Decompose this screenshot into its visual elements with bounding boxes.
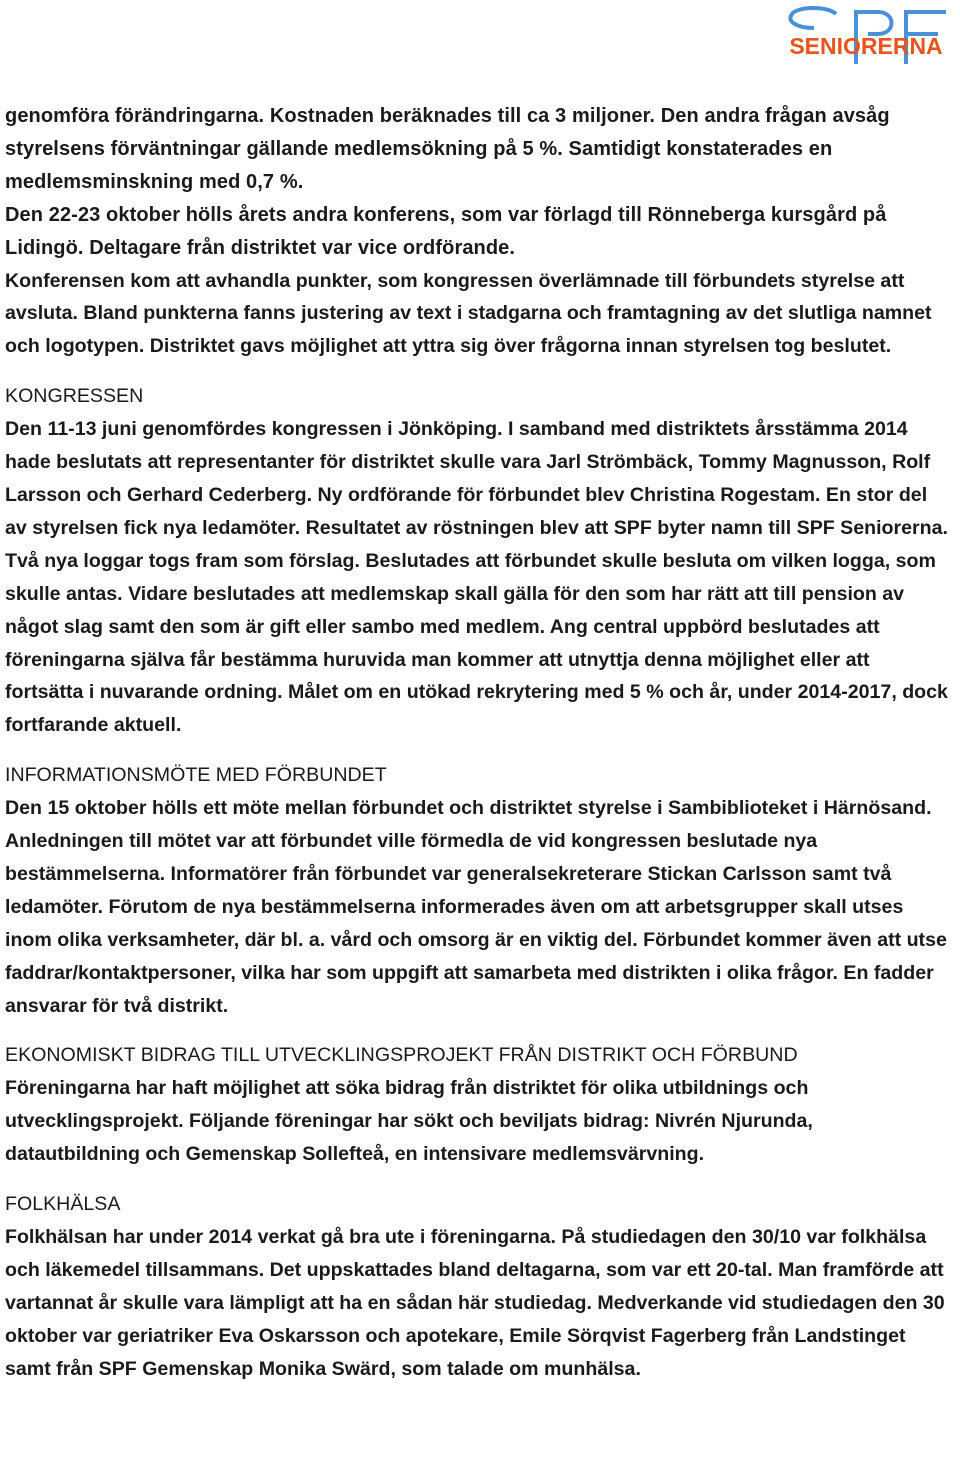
intro-paragraph-1: genomföra förändringarna. Kostnaden beräknades till ca 3 miljoner. Den andra frågan avsåg styrelsens förväntningar gällande medlemsökning på 5 %. Samtidigt konstaterades en medlemsminskning med 0,7 %. [5,105,890,193]
spf-seniorerna-logo [778,4,954,76]
section-heading-kongressen: KONGRESSEN [5,385,144,408]
intro-paragraph-3: Konferensen kom att avhandla punkter, som kongressen överlämnade till förbundets styrelse att avsluta. Bland punkterna fanns justering av text i stadgarna och framtagning av det slutliga namnet och logotypen. Distriktet gavs möjlighet att yttra sig över frågorna innan styrelsen tog beslutet. [5,269,932,358]
section-body-folkhalsa: Folkhälsan har under 2014 verkat gå bra ute i föreningarna. På studiedagen den 30/10 var folkhälsa och läkemedel tillsammans. Det uppskattades bland deltagarna, som var ett 20-tal. Man framförde att vartannat år skulle vara lämpligt att ha en sådan här studiedag. Medverkande vid studiedagen den 30 oktober var geriatriker Eva Oskarsson och apotekare, Emile Sörqvist Fagerberg från Landstinget samt från SPF Gemenskap Monika Swärd, som talade om munhälsa. [5,1226,945,1380]
section-body-informationsmote: Den 15 oktober hölls ett möte mellan förbundet och distriktet styrelse i Sambiblioteket i Härnösand. Anledningen till mötet var att förbundet ville förmedla de vid kongressen beslutade nya bestämmelserna. Informatörer från förbundet var generalsekreterare Stickan Carlsson samt två ledamöter. Förutom de nya bestämmelserna informerades även om att arbetsgrupper skall utses inom olika verksamheter, där bl. a. vård och omsorg är en viktig del. Förbundet kommer även att utse faddrar/kontaktpersoner, vilka har som uppgift att samarbeta med distrikten i olika frågor. En fadder ansvarar för två distrikt. [5,797,947,1017]
intro-paragraph-2: Den 22-23 oktober hölls årets andra konferens, som var förlagd till Rönneberga kursgård på Lidingö. Deltagare från distriktet var vice ordförande. [5,203,887,259]
section-body-ekonomiskt-bidrag: Föreningarna har haft möjlighet att söka bidrag från distriktet för olika utbildnings och utvecklingsprojekt. Följande föreningar har sökt och beviljats bidrag: Nivrén Njurunda, datautbildning och Gemenskap Sollefteå, en intensivare medlemsvärvning. [5,1077,813,1166]
section-heading-ekonomiskt-bidrag: EKONOMISKT BIDRAG TILL UTVECKLINGSPROJEKT FRÅN DISTRIKT OCH FÖRBUND [5,1044,798,1067]
spf-logo-mark [778,4,954,76]
document-body [5,100,950,1386]
section-body-kongressen: Den 11-13 juni genomfördes kongressen i Jönköping. I samband med distriktets årsstämma 2014 hade beslutats att representanter för distriktet skulle vara Jarl Strömbäck, Tommy Magnusson, Rolf Larsson och Gerhard Cederberg. Ny ordförande för förbundet blev Christina Rogestam. En stor del av styrelsen fick nya ledamöter. Resultatet av röstningen blev att SPF byter namn till SPF Seniorerna. Två nya loggar togs fram som förslag. Beslutades att förbundet skulle besluta om vilken logga, som skulle antas. Vidare beslutades att medlemskap skall gälla för den som har rätt att till pension av något slag samt den som är gift eller sambo med medlem. Ang central uppbörd beslutades att föreningarna själva får bestämma huruvida man kommer att utnyttja denna möjlighet eller att fortsätta i nuvarande ordning. Målet om en utökad rekrytering med 5 % och år, under 2014-2017, dock fortfarande aktuell. [5,418,948,737]
logo-text: SENIORERNA [789,33,943,59]
section-heading-informationsmote: INFORMATIONSMÖTE MED FÖRBUNDET [5,764,387,787]
section-heading-folkhalsa: FOLKHÄLSA [5,1193,121,1216]
